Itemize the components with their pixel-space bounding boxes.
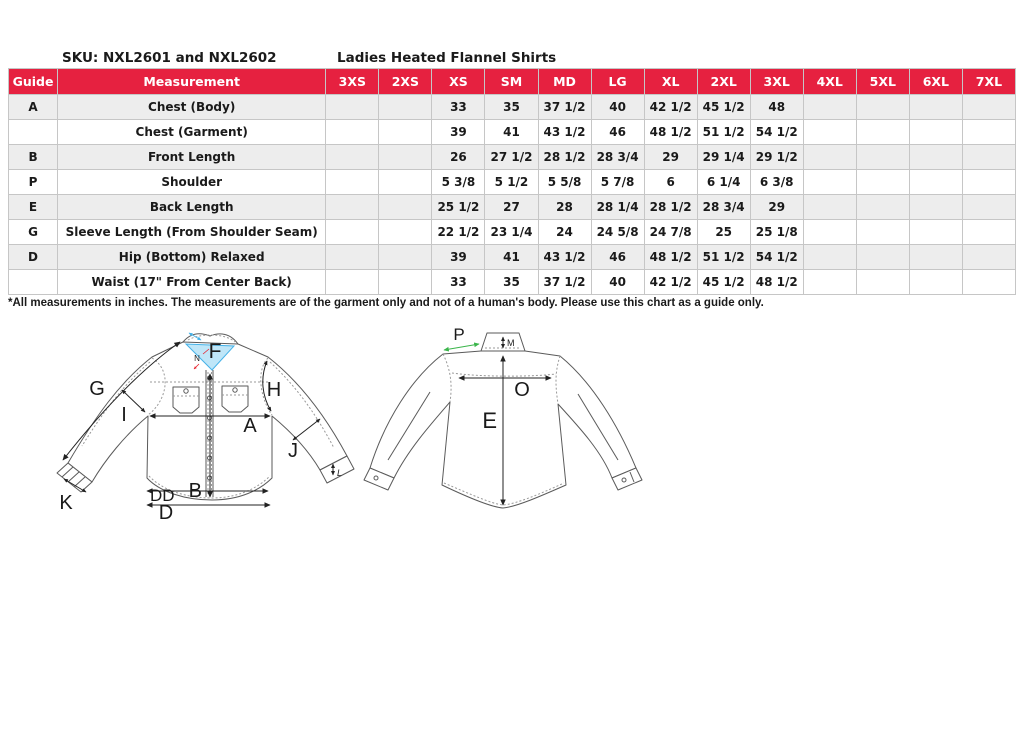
front-label-i: I <box>121 404 127 426</box>
size-value-cell: 43 1/2 <box>538 120 591 145</box>
column-header-lg: LG <box>591 69 644 95</box>
size-value-cell: 40 <box>591 95 644 120</box>
size-value-cell: 46 <box>591 245 644 270</box>
size-value-cell <box>962 270 1015 295</box>
guide-cell: E <box>9 195 58 220</box>
guide-cell <box>9 120 58 145</box>
size-value-cell <box>803 245 856 270</box>
size-value-cell <box>909 170 962 195</box>
front-label-dd: DD <box>150 486 175 505</box>
size-value-cell <box>909 270 962 295</box>
size-value-cell: 25 <box>697 220 750 245</box>
size-chart-header <box>9 69 1016 95</box>
measurement-cell: Chest (Garment) <box>58 120 326 145</box>
front-label-b: B <box>188 480 202 502</box>
size-value-cell <box>962 195 1015 220</box>
size-value-cell <box>326 220 379 245</box>
size-value-cell: 5 7/8 <box>591 170 644 195</box>
table-row <box>9 220 1016 245</box>
size-value-cell: 28 3/4 <box>697 195 750 220</box>
table-row <box>9 170 1016 195</box>
size-value-cell <box>962 120 1015 145</box>
size-value-cell <box>962 145 1015 170</box>
table-row <box>9 145 1016 170</box>
guide-cell: P <box>9 170 58 195</box>
front-shirt-diagram <box>57 333 354 524</box>
measurement-cell: Back Length <box>58 195 326 220</box>
size-value-cell: 29 1/2 <box>750 145 803 170</box>
size-value-cell <box>856 95 909 120</box>
column-header-3xl: 3XL <box>750 69 803 95</box>
size-value-cell: 28 1/2 <box>644 195 697 220</box>
header-row <box>9 69 1016 95</box>
measurement-cell: Sleeve Length (From Shoulder Seam) <box>58 220 326 245</box>
size-value-cell: 39 <box>432 245 485 270</box>
column-header-sm: SM <box>485 69 538 95</box>
size-value-cell <box>856 145 909 170</box>
size-value-cell: 29 <box>644 145 697 170</box>
size-value-cell: 24 7/8 <box>644 220 697 245</box>
size-value-cell: 28 1/2 <box>538 145 591 170</box>
title-bar <box>0 50 1024 66</box>
size-value-cell <box>856 120 909 145</box>
front-label-j: J <box>288 440 298 462</box>
column-header-6xl: 6XL <box>909 69 962 95</box>
size-value-cell: 51 1/2 <box>697 120 750 145</box>
size-value-cell <box>803 270 856 295</box>
size-value-cell: 48 1/2 <box>644 245 697 270</box>
size-value-cell: 54 1/2 <box>750 245 803 270</box>
size-value-cell <box>326 95 379 120</box>
size-value-cell <box>909 145 962 170</box>
size-value-cell <box>909 220 962 245</box>
column-header-5xl: 5XL <box>856 69 909 95</box>
size-value-cell: 6 <box>644 170 697 195</box>
column-header-2xs: 2XS <box>379 69 432 95</box>
table-row <box>9 195 1016 220</box>
table-row <box>9 120 1016 145</box>
size-value-cell <box>379 245 432 270</box>
size-value-cell: 6 3/8 <box>750 170 803 195</box>
size-value-cell <box>909 195 962 220</box>
size-value-cell: 25 1/2 <box>432 195 485 220</box>
product-title: Ladies Heated Flannel Shirts <box>337 50 557 66</box>
table-row <box>9 245 1016 270</box>
size-value-cell <box>379 270 432 295</box>
front-left-pocket <box>173 387 199 413</box>
size-value-cell: 48 1/2 <box>644 120 697 145</box>
front-label-h: H <box>266 379 282 401</box>
measurement-cell: Waist (17" From Center Back) <box>58 270 326 295</box>
size-value-cell <box>803 220 856 245</box>
front-label-f: F <box>208 340 222 363</box>
size-value-cell: 43 1/2 <box>538 245 591 270</box>
size-value-cell <box>909 120 962 145</box>
size-value-cell: 35 <box>485 270 538 295</box>
column-header-measurement: Measurement <box>58 69 326 95</box>
back-label-p: P <box>453 325 465 344</box>
size-value-cell <box>326 120 379 145</box>
measurement-cell: Front Length <box>58 145 326 170</box>
size-value-cell <box>856 195 909 220</box>
size-value-cell: 25 1/8 <box>750 220 803 245</box>
size-value-cell <box>379 195 432 220</box>
size-value-cell <box>909 245 962 270</box>
back-label-o: O <box>514 379 530 401</box>
size-value-cell <box>803 195 856 220</box>
size-value-cell: 42 1/2 <box>644 95 697 120</box>
size-value-cell: 28 3/4 <box>591 145 644 170</box>
column-header-guide: Guide <box>9 69 58 95</box>
front-right-pocket <box>222 386 248 412</box>
size-value-cell: 54 1/2 <box>750 120 803 145</box>
column-header-7xl: 7XL <box>962 69 1015 95</box>
size-value-cell: 27 1/2 <box>485 145 538 170</box>
size-value-cell: 48 1/2 <box>750 270 803 295</box>
size-value-cell <box>379 145 432 170</box>
column-header-xl: XL <box>644 69 697 95</box>
size-value-cell <box>326 270 379 295</box>
size-value-cell <box>379 95 432 120</box>
front-label-a: A <box>243 415 257 437</box>
size-chart-body <box>9 95 1016 295</box>
size-value-cell <box>856 270 909 295</box>
size-value-cell <box>326 195 379 220</box>
size-value-cell: 37 1/2 <box>538 95 591 120</box>
size-value-cell: 40 <box>591 270 644 295</box>
back-shirt-diagram <box>364 325 642 508</box>
size-value-cell: 45 1/2 <box>697 270 750 295</box>
size-value-cell: 29 1/4 <box>697 145 750 170</box>
size-value-cell <box>856 245 909 270</box>
guide-cell <box>9 270 58 295</box>
size-value-cell <box>909 95 962 120</box>
size-value-cell: 51 1/2 <box>697 245 750 270</box>
size-value-cell: 42 1/2 <box>644 270 697 295</box>
size-value-cell: 28 <box>538 195 591 220</box>
size-value-cell: 35 <box>485 95 538 120</box>
size-value-cell <box>379 170 432 195</box>
front-label-n: N <box>194 354 200 363</box>
size-chart-table <box>8 68 1016 295</box>
size-value-cell: 26 <box>432 145 485 170</box>
size-value-cell: 48 <box>750 95 803 120</box>
guide-cell: D <box>9 245 58 270</box>
measurement-cell: Hip (Bottom) Relaxed <box>58 245 326 270</box>
guide-cell: B <box>9 145 58 170</box>
measurement-cell: Chest (Body) <box>58 95 326 120</box>
table-row <box>9 270 1016 295</box>
column-header-md: MD <box>538 69 591 95</box>
size-value-cell: 37 1/2 <box>538 270 591 295</box>
size-value-cell <box>803 95 856 120</box>
guide-cell: G <box>9 220 58 245</box>
front-label-g: G <box>89 378 105 400</box>
column-header-xs: XS <box>432 69 485 95</box>
column-header-3xs: 3XS <box>326 69 379 95</box>
measure-arrow-p <box>444 344 479 350</box>
size-value-cell: 39 <box>432 120 485 145</box>
size-value-cell: 24 <box>538 220 591 245</box>
size-value-cell <box>326 245 379 270</box>
size-value-cell: 41 <box>485 120 538 145</box>
measurement-cell: Shoulder <box>58 170 326 195</box>
size-value-cell: 27 <box>485 195 538 220</box>
column-header-2xl: 2XL <box>697 69 750 95</box>
table-row <box>9 95 1016 120</box>
size-value-cell <box>803 120 856 145</box>
size-value-cell: 33 <box>432 270 485 295</box>
size-value-cell: 5 1/2 <box>485 170 538 195</box>
size-value-cell: 33 <box>432 95 485 120</box>
size-value-cell <box>326 170 379 195</box>
size-value-cell: 23 1/4 <box>485 220 538 245</box>
size-value-cell <box>803 170 856 195</box>
back-label-m: M <box>507 338 515 348</box>
size-value-cell <box>379 220 432 245</box>
size-value-cell: 22 1/2 <box>432 220 485 245</box>
column-header-4xl: 4XL <box>803 69 856 95</box>
size-value-cell: 29 <box>750 195 803 220</box>
shirt-measurement-diagrams <box>0 320 1024 550</box>
size-value-cell: 6 1/4 <box>697 170 750 195</box>
size-value-cell <box>962 95 1015 120</box>
size-value-cell <box>856 220 909 245</box>
sku-label: SKU: NXL2601 and NXL2602 <box>62 50 277 66</box>
size-value-cell: 5 5/8 <box>538 170 591 195</box>
footnote: *All measurements in inches. The measurements are of the garment only and not of a human's body. Please use this chart as a guide only. <box>8 297 764 309</box>
guide-cell: A <box>9 95 58 120</box>
size-value-cell <box>962 245 1015 270</box>
size-value-cell <box>962 220 1015 245</box>
size-value-cell <box>379 120 432 145</box>
back-label-e: E <box>482 408 497 433</box>
size-value-cell <box>803 145 856 170</box>
size-value-cell: 24 5/8 <box>591 220 644 245</box>
front-label-l: L <box>337 468 343 478</box>
front-label-k: K <box>59 492 73 514</box>
size-value-cell <box>856 170 909 195</box>
size-value-cell: 28 1/4 <box>591 195 644 220</box>
size-value-cell <box>962 170 1015 195</box>
size-value-cell <box>326 145 379 170</box>
size-value-cell: 45 1/2 <box>697 95 750 120</box>
size-value-cell: 41 <box>485 245 538 270</box>
front-label-d: D <box>158 502 174 524</box>
size-value-cell: 5 3/8 <box>432 170 485 195</box>
size-value-cell: 46 <box>591 120 644 145</box>
